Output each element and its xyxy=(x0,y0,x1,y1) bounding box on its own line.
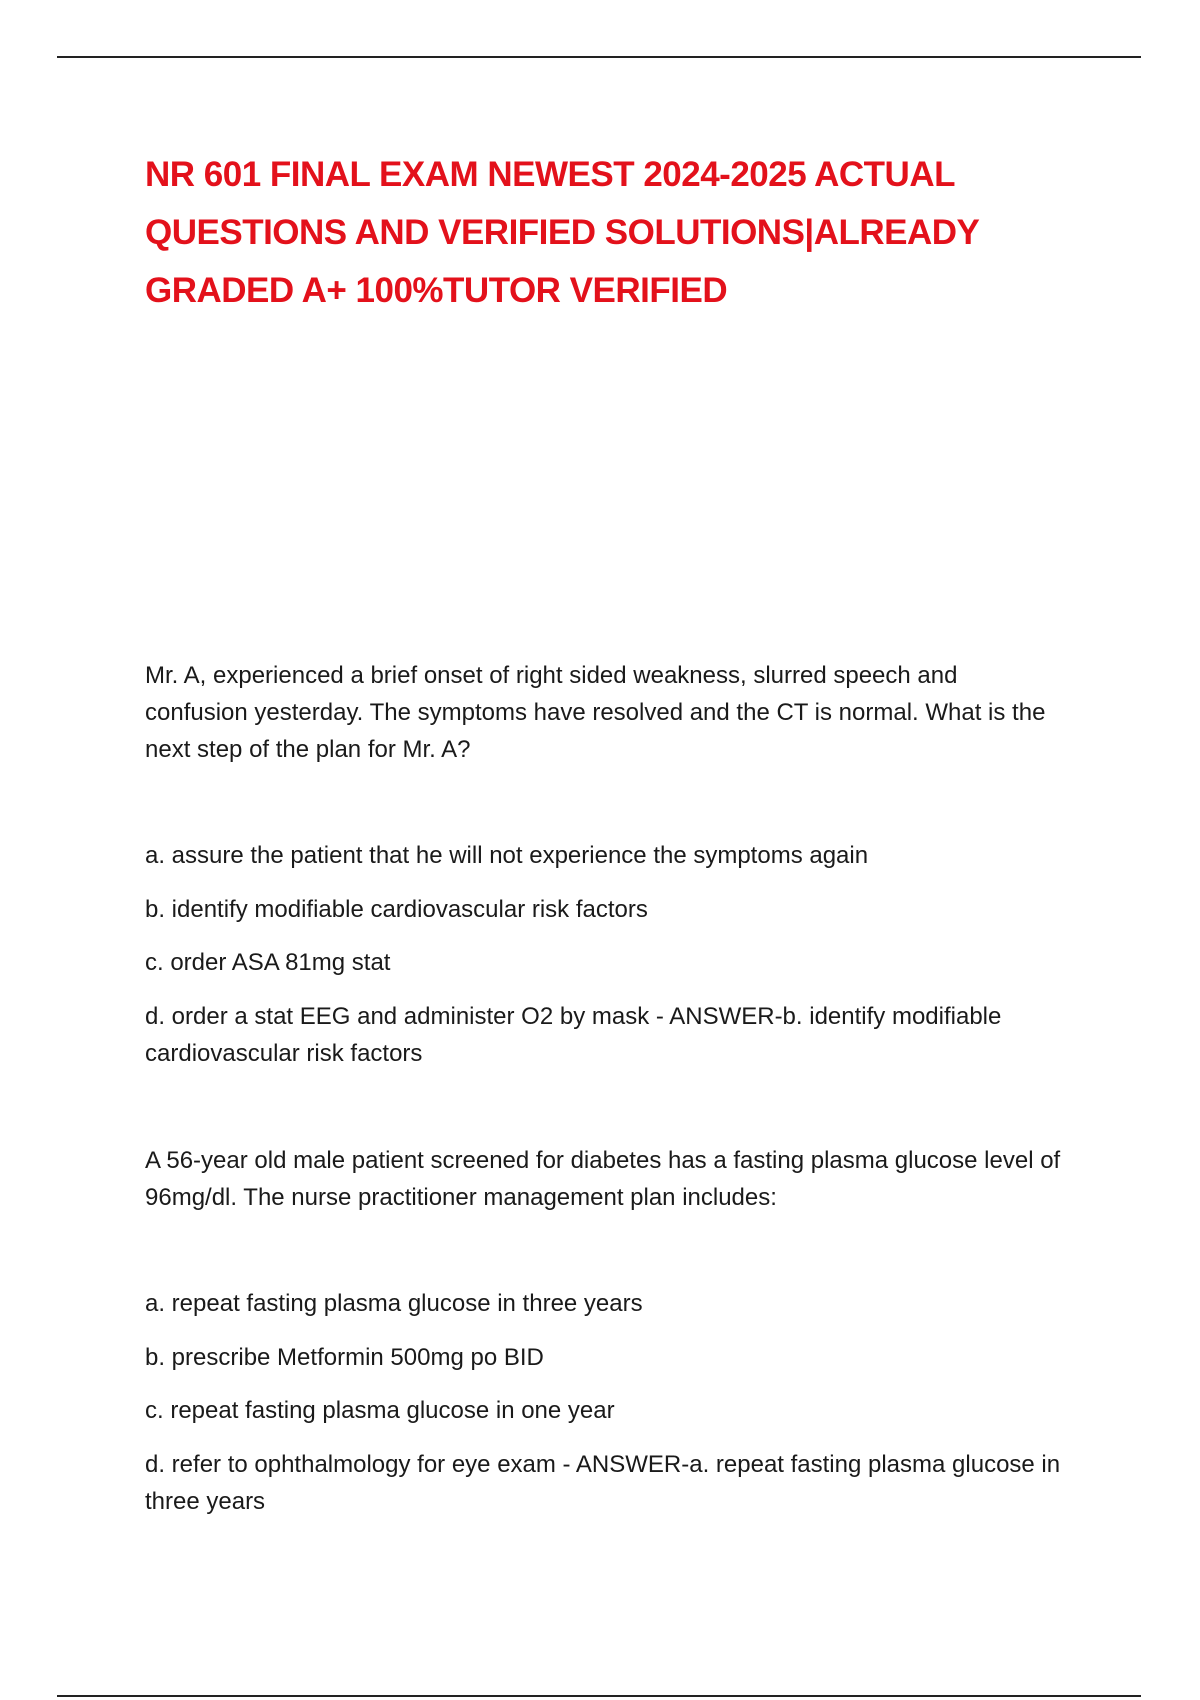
question-2-option-b: b. prescribe Metformin 500mg po BID xyxy=(145,1344,544,1371)
question-1-option-a: a. assure the patient that he will not experience the symptoms again xyxy=(145,842,869,869)
question-2-option-a: a. repeat fasting plasma glucose in three years xyxy=(145,1290,643,1317)
bottom-rule xyxy=(57,1695,1141,1697)
question-2-option-c: c. repeat fasting plasma glucose in one year xyxy=(145,1397,615,1424)
top-rule xyxy=(57,56,1141,58)
question-2-stem: A 56-year old male patient screened for diabetes has a fasting plasma glucose level of 96mg/dl. The nurse practitioner management plan includes: xyxy=(145,1147,1061,1211)
question-1-option-c: c. order ASA 81mg stat xyxy=(145,949,391,976)
document-title: NR 601 FINAL EXAM NEWEST 2024-2025 ACTUAL QUESTIONS AND VERIFIED SOLUTIONS|ALREADY GRADED A+ 100%TUTOR VERIFIED xyxy=(145,155,979,310)
question-1-stem: Mr. A, experienced a brief onset of right sided weakness, slurred speech and confusion yesterday. The symptoms have resolved and the CT is normal. What is the next step of the plan for Mr. A? xyxy=(145,662,1046,763)
question-2-option-d: d. refer to ophthalmology for eye exam - ANSWER-a. repeat fasting plasma glucose in three years xyxy=(145,1451,1061,1515)
question-1-option-b: b. identify modifiable cardiovascular risk factors xyxy=(145,896,648,923)
question-1-option-d: d. order a stat EEG and administer O2 by mask - ANSWER-b. identify modifiable cardiovascular risk factors xyxy=(145,1003,1002,1067)
